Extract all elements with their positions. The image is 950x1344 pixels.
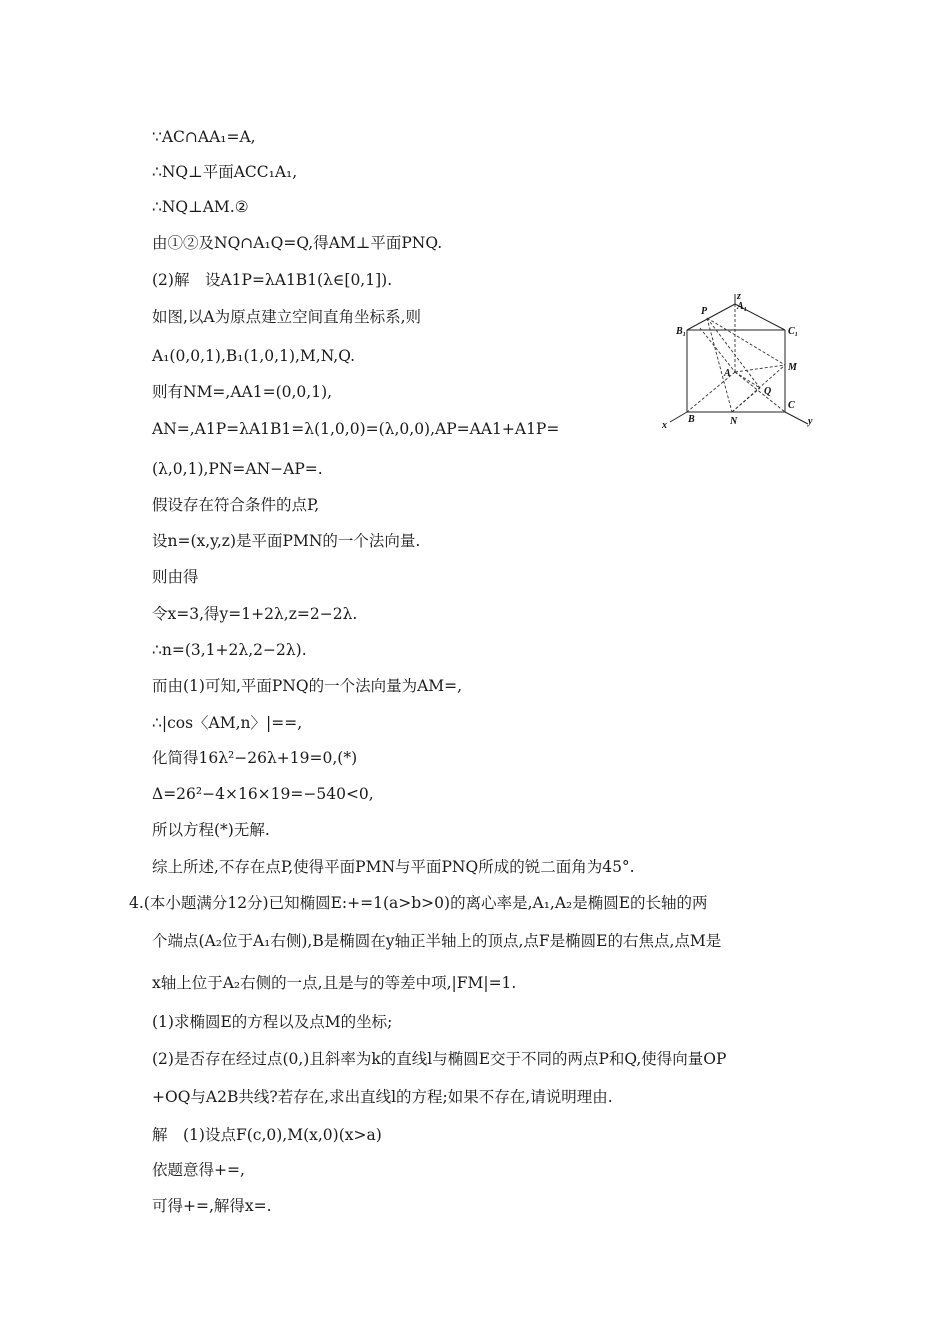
text-line: 综上所述,不存在点P,使得平面PMN与平面PNQ所成的锐二面角为45°. xyxy=(152,858,635,876)
text-line: 由①②及NQ∩A₁Q=Q,得AM⊥平面PNQ. xyxy=(152,234,443,252)
text-line: (2)解 设A1P=λA1B1(λ∈[0,1]). xyxy=(152,271,393,289)
text-line: 如图,以A为原点建立空间直角坐标系,则 xyxy=(152,308,422,326)
label-B: B xyxy=(688,414,695,425)
text-line: ∵AC∩AA₁=A, xyxy=(152,128,256,146)
label-C1: C₁ xyxy=(788,326,799,337)
text-line: 依题意得+=, xyxy=(152,1161,245,1179)
label-z: z xyxy=(737,291,741,302)
text-line: 化简得16λ²−26λ+19=0,(*) xyxy=(152,749,358,767)
text-line: +OQ与A2B共线?若存在,求出直线l的方程;如果不存在,请说明理由. xyxy=(152,1088,613,1106)
text-line: 而由(1)可知,平面PNQ的一个法向量为AM=, xyxy=(152,677,463,695)
text-line: 则由得 xyxy=(152,568,199,586)
text-line: 个端点(A₂位于A₁右侧),B是椭圆在y轴正半轴上的顶点,点F是椭圆E的右焦点,点M是 xyxy=(152,932,722,950)
text-line: x轴上位于A₂右侧的一点,且是与的等差中项,|FM|=1. xyxy=(152,974,517,992)
text-line: ∴|cos〈AM,n〉|==, xyxy=(152,714,303,732)
text-line: (λ,0,1),PN=AN−AP=. xyxy=(152,460,323,478)
text-line: 可得+=,解得x=. xyxy=(152,1197,272,1215)
text-line: 4.(本小题满分12分)已知椭圆E:+=1(a>b>0)的离心率是,A₁,A₂是椭圆E的长轴的两 xyxy=(129,894,708,912)
label-M: M xyxy=(788,362,797,373)
text-line: (1)求椭圆E的方程以及点M的坐标; xyxy=(152,1013,393,1031)
text-line: 解 (1)设点F(c,0),M(x,0)(x>a) xyxy=(152,1126,382,1144)
label-P: P xyxy=(701,306,708,317)
label-B1: B₁ xyxy=(676,326,687,337)
label-Q: Q xyxy=(764,386,772,397)
label-C: C xyxy=(788,400,795,411)
text-line: 令x=3,得y=1+2λ,z=2−2λ. xyxy=(152,605,358,623)
text-line: ∴NQ⊥平面ACC₁A₁, xyxy=(152,163,298,181)
text-line: 设n=(x,y,z)是平面PMN的一个法向量. xyxy=(152,532,421,550)
text-line: A₁(0,0,1),B₁(1,0,1),M,N,Q. xyxy=(152,347,356,365)
text-line: 假设存在符合条件的点P, xyxy=(152,496,320,514)
label-A1: A₁ xyxy=(737,301,748,312)
text-line: AN=,A1P=λA1B1=λ(1,0,0)=(λ,0,0),AP=AA1+A1P= xyxy=(152,420,560,438)
label-N: N xyxy=(730,416,738,427)
label-x: x xyxy=(662,420,667,431)
label-A: A xyxy=(724,368,731,379)
prism-figure xyxy=(660,291,820,435)
text-line: 所以方程(*)无解. xyxy=(152,821,270,839)
text-line: Δ=26²−4×16×19=−540<0, xyxy=(152,785,374,803)
text-line: 则有NM=,AA1=(0,0,1), xyxy=(152,383,333,401)
text-line: ∴NQ⊥AM.② xyxy=(152,198,249,216)
text-line: (2)是否存在经过点(0,)且斜率为k的直线l与椭圆E交于不同的两点P和Q,使得向量OP xyxy=(152,1050,727,1068)
label-y: y xyxy=(808,416,813,427)
text-line: ∴n=(3,1+2λ,2−2λ). xyxy=(152,641,307,659)
